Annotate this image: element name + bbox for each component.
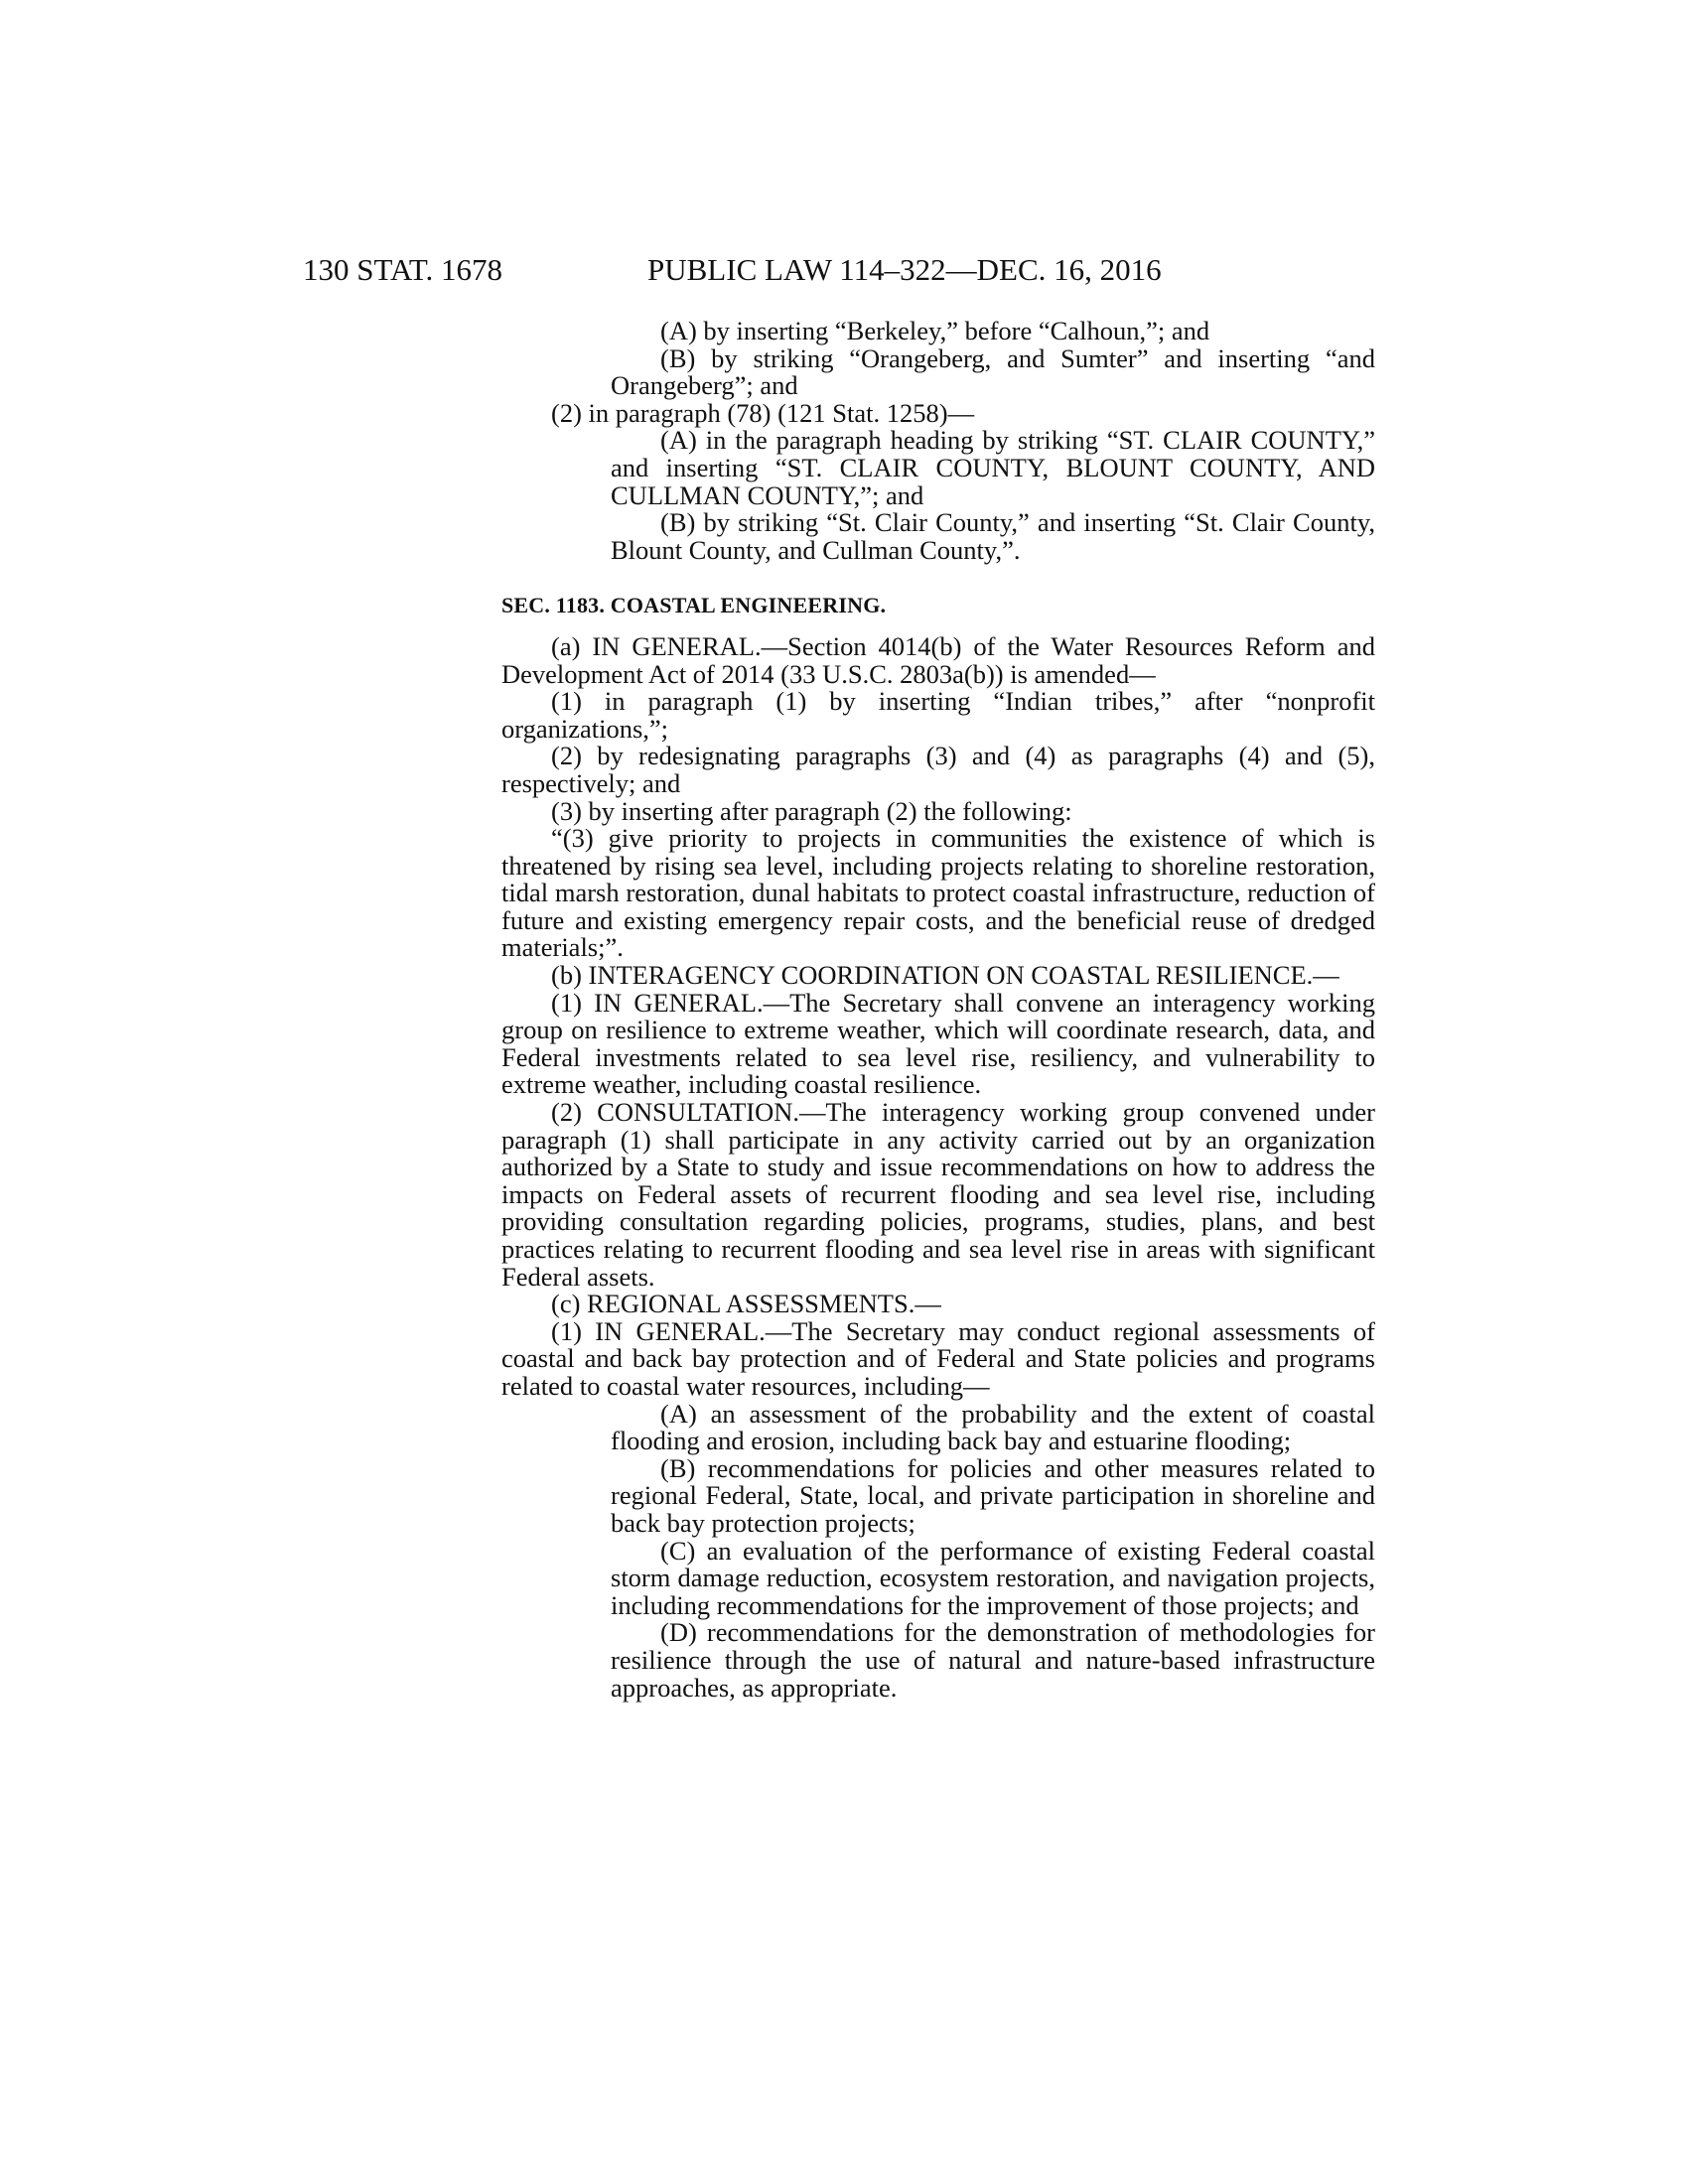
- body-paragraph: (D) recommendations for the demonstration of methodologies for resilience through the use of natural and nature-based infrastructure approaches, as appropriate.: [611, 1617, 1375, 1703]
- body-paragraph: (A) an assessment of the probability and the extent of coastal flooding and erosion, including back bay and estuarine flooding;: [611, 1398, 1375, 1456]
- public-law-citation: PUBLIC LAW 114–322—DEC. 16, 2016: [647, 252, 1162, 287]
- body-paragraph: (2) by redesignating paragraphs (3) and (4) as paragraphs (4) and (5), respectively; and: [501, 741, 1375, 798]
- body-paragraph: (C) an evaluation of the performance of existing Federal coastal storm damage reduction, ecosystem restoration, and navigation projects, including recommendations for the improvement of those projects; and: [611, 1535, 1375, 1620]
- body-paragraph: (B) by striking “Orangeberg, and Sumter” and inserting “and Orangeberg”; and: [611, 342, 1375, 401]
- body-paragraph: (A) by inserting “Berkeley,” before “Calhoun,”; and: [660, 316, 1210, 345]
- body-paragraph: “(3) give priority to projects in communities the existence of which is threatened by rising sea level, including projects relating to shoreline restoration, tidal marsh restoration, dunal habitats to protect coastal infrastructure, reduction of future and existing emergency repair costs, and the beneficial reuse of dredged materials;”.: [501, 823, 1375, 963]
- body-paragraph: (b) INTERAGENCY COORDINATION ON COASTAL RESILIENCE.—: [551, 960, 1339, 991]
- body-paragraph: (B) recommendations for policies and other measures related to regional Federal, State, local, and private participation in shoreline and back bay protection projects;: [611, 1452, 1375, 1538]
- body-paragraph: (c) REGIONAL ASSESSMENTS.—: [551, 1289, 941, 1319]
- body-paragraph: (a) IN GENERAL.—Section 4014(b) of the Water Resources Reform and Development Act of 2014 (33 U.S.C. 2803a(b)) is amended—: [501, 630, 1375, 689]
- body-paragraph: (B) by striking “St. Clair County,” and inserting “St. Clair County, Blount County, and Cullman County,”.: [611, 507, 1375, 565]
- body-paragraph: (3) by inserting after paragraph (2) the following:: [551, 795, 1072, 826]
- document-body: [501, 318, 1375, 1702]
- body-paragraph: (2) CONSULTATION.—The interagency working group convened under paragraph (1) shall participate in any activity carried out by an organization authorized by a State to study and issue recommendations on how to address the impacts on Federal assets of recurrent flooding and sea level rise, including providing consultation regarding policies, programs, studies, plans, and best practices relating to recurrent flooding and sea level rise in areas with significant Federal assets.: [501, 1097, 1375, 1292]
- statute-page-number: 130 STAT. 1678: [303, 252, 503, 287]
- body-paragraph: (A) in the paragraph heading by striking “ST. CLAIR COUNTY,” and inserting “ST. CLAIR COUNTY, BLOUNT COUNTY, AND CULLMAN COUNTY,”; and: [611, 425, 1375, 510]
- page-header: [0, 250, 1688, 290]
- body-paragraph: (1) in paragraph (1) by inserting “Indian tribes,” after “nonprofit organizations,”;: [501, 686, 1375, 744]
- body-paragraph: (1) IN GENERAL.—The Secretary shall convene an interagency working group on resilience to extreme weather, which will coordinate research, data, and Federal investments related to sea level rise, resiliency, and vulnerability to extreme weather, including coastal resilience.: [501, 987, 1375, 1100]
- section-heading: SEC. 1183. COASTAL ENGINEERING.: [501, 593, 887, 618]
- body-paragraph: (2) in paragraph (78) (121 Stat. 1258)—: [551, 397, 975, 428]
- body-paragraph: (1) IN GENERAL.—The Secretary may conduct regional assessments of coastal and back bay protection and of Federal and State policies and programs related to coastal water resources, including—: [501, 1315, 1375, 1401]
